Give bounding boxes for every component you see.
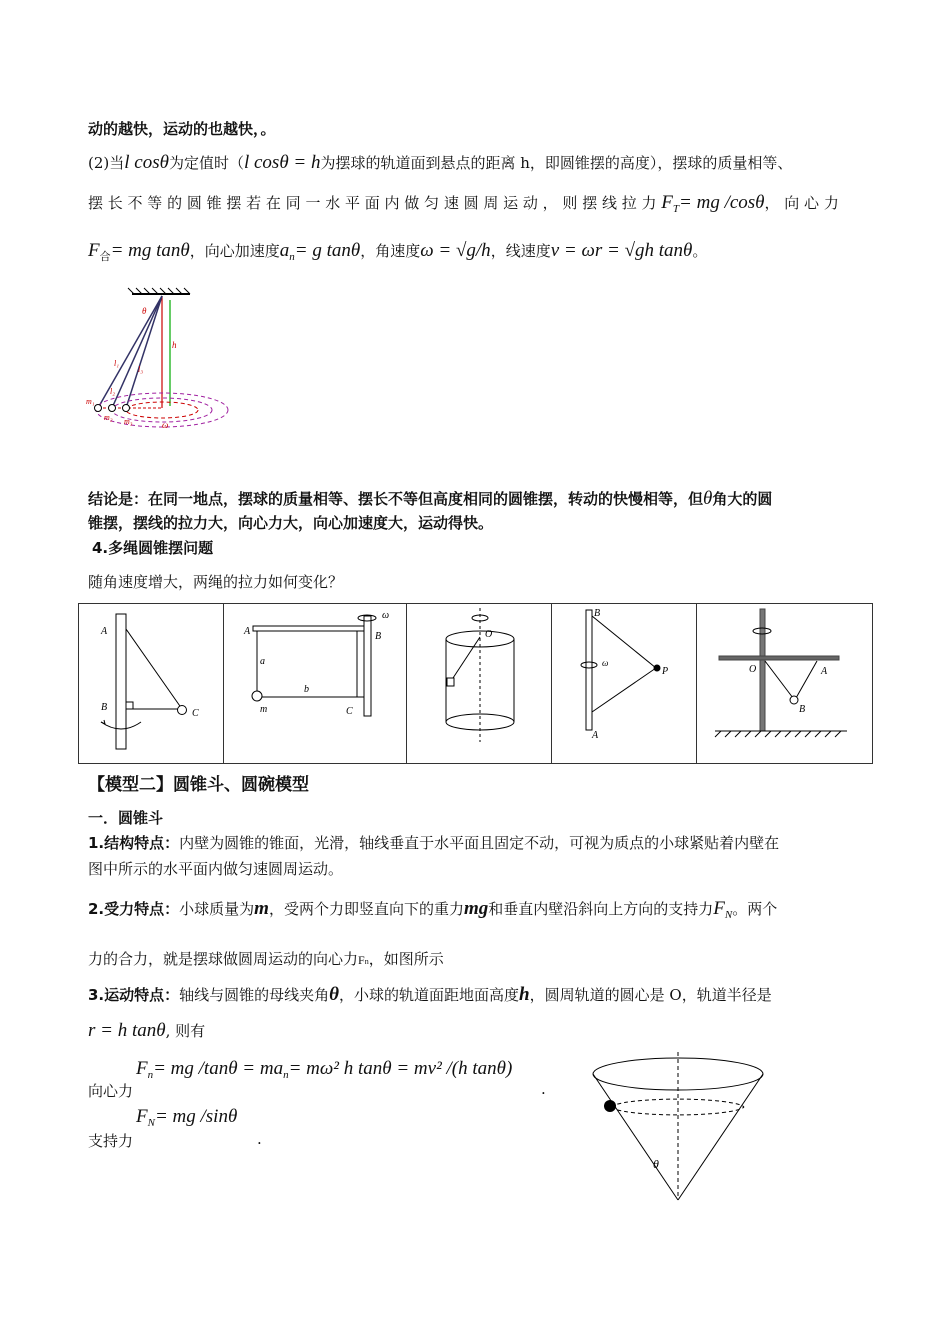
- label-a: a: [260, 656, 265, 667]
- omega-label: ω: [162, 420, 169, 430]
- expr: = mg /cosθ: [679, 192, 765, 213]
- section-heading: 一．圆锥斗: [88, 809, 164, 827]
- r-formula: r = h tanθ: [88, 1020, 166, 1041]
- m: m: [254, 898, 269, 919]
- formula1-label: 向心力: [88, 1082, 134, 1100]
- text: 。两个: [732, 900, 778, 918]
- formula2-label: 支持力: [88, 1132, 134, 1150]
- formula-lcos: l cosθ: [124, 152, 169, 173]
- s1-line1: [88, 832, 779, 853]
- FN: [713, 898, 732, 919]
- text: , 则有: [165, 1022, 206, 1040]
- text: 内壁为圆锥的锥面，光滑，轴线垂直于水平面且固定不动，可视为质点的小球紧贴着内壁在: [179, 834, 780, 852]
- sub: n: [147, 1069, 154, 1081]
- label-b: b: [304, 684, 309, 695]
- sym: F: [136, 1106, 148, 1127]
- expr: = mg tanθ: [110, 240, 190, 261]
- s2-line2: [88, 948, 444, 969]
- m1-label: m₁: [86, 397, 95, 406]
- sym: a: [279, 240, 290, 261]
- text: ，受两个力即竖直向下的重力: [268, 900, 464, 918]
- sym: F: [661, 192, 673, 213]
- conclusion-line1: [88, 488, 772, 510]
- line-conclusion-tail: 动的越快，运动的也越快，。: [88, 120, 276, 138]
- mg: mg: [463, 898, 489, 919]
- theta: θ: [329, 984, 340, 1005]
- formula-centripetal: [136, 1058, 512, 1081]
- expr: = mg /sinθ: [154, 1106, 238, 1127]
- fig-frame: [224, 604, 407, 763]
- label-O: O: [749, 664, 757, 675]
- h: h: [519, 984, 530, 1005]
- model2-heading: 【模型二】圆锥斗、圆碗模型: [88, 775, 309, 795]
- Fn: [358, 953, 369, 967]
- title: 1.结构特点：: [88, 834, 180, 852]
- text: 摆 长 不 等 的 圆 锥 摆 若 在 同 一 水 平 面 内 做 匀 速 圆 周 运 动 ， 则 摆 线 拉 力: [88, 194, 657, 212]
- fig-two-rope-pole: [79, 604, 224, 763]
- l2-label: l₂: [110, 387, 116, 396]
- text: ，线速度: [490, 242, 551, 260]
- formula-support: [136, 1106, 237, 1129]
- conclusion-line2: 锥摆，摆线的拉力大，向心力大，向心加速度大，运动得快。: [88, 514, 494, 532]
- text: ， 向 心 力: [764, 194, 839, 212]
- text: 小球质量为: [179, 900, 255, 918]
- title: 2.受力特点：: [88, 900, 180, 918]
- sym: F: [88, 240, 100, 261]
- label-m: m: [260, 704, 268, 715]
- s3-line2: [88, 1020, 205, 1042]
- text: 轴线与圆锥的母线夹角: [179, 986, 330, 1004]
- figure-table: [78, 603, 873, 764]
- label-A: A: [244, 626, 251, 637]
- fig-cross-bar: [697, 604, 872, 763]
- label-C: C: [346, 706, 353, 717]
- label-B: B: [375, 631, 382, 642]
- label-P: P: [662, 666, 669, 677]
- para2-line2: [88, 192, 839, 215]
- text: 。: [692, 242, 708, 260]
- s3-line1: [88, 984, 772, 1006]
- label-omega: ω: [382, 610, 390, 621]
- label-omega: ω: [602, 658, 609, 668]
- cone-figure: [580, 1050, 780, 1210]
- sub: T: [672, 203, 680, 215]
- table-cell-2: [224, 604, 407, 763]
- fig-cylinder: [407, 604, 552, 763]
- text: (2)当: [88, 154, 125, 172]
- label-A: A: [821, 666, 828, 677]
- table-cell-4: [552, 604, 697, 763]
- l3-label: l₃: [138, 365, 144, 374]
- l1-label: l₁: [114, 359, 120, 368]
- label-B: B: [799, 704, 806, 715]
- formula1-end: .: [541, 1080, 546, 1098]
- question: 随角速度增大，两绳的拉力如何变化？: [88, 573, 344, 591]
- sub: n: [289, 251, 295, 263]
- para2-line3: [88, 240, 707, 264]
- sym: F: [713, 898, 725, 919]
- text: 角大的圆: [712, 490, 773, 508]
- text: ，小球的轨道面距地面高度: [339, 986, 520, 1004]
- theta: θ: [703, 488, 713, 509]
- title: 3.运动特点：: [88, 986, 180, 1004]
- heading-4: 4.多绳圆锥摆问题: [92, 539, 214, 557]
- sub: 合: [99, 251, 111, 263]
- sym: F: [136, 1058, 148, 1079]
- text: ，向心加速度: [189, 242, 280, 260]
- table-cell-3: [407, 604, 552, 763]
- formula-Fhe: [88, 240, 190, 261]
- formula-an: [280, 240, 360, 261]
- formula-FT: [661, 192, 764, 213]
- label-A: A: [101, 626, 108, 637]
- m2-label: m₂: [104, 413, 113, 422]
- text: 为摆球的轨道面到悬点的距离 h，即圆锥摆的高度），摆球的质量相等、: [320, 154, 793, 172]
- conical-pendulum-figure: [82, 286, 232, 436]
- sub: n: [283, 1069, 289, 1081]
- theta-label: θ: [653, 1157, 659, 1171]
- text: 力的合力，就是摆球做圆周运动的向心力: [88, 950, 359, 968]
- m3-label: m₃: [124, 417, 133, 426]
- label-B: B: [101, 702, 108, 713]
- s1-line2: 图中所示的水平面内做匀速圆周运动。: [88, 860, 344, 878]
- text: ，圆周轨道的圆心是 O，轨道半径是: [529, 986, 772, 1004]
- table-cell-5: [697, 604, 872, 763]
- expr: = mω² h tanθ = mv² /(h tanθ): [288, 1058, 513, 1079]
- text: 结论是：在同一地点，摆球的质量相等、摆长不等但高度相同的圆锥摆，转动的快慢相等，但: [88, 490, 704, 508]
- formula2-end: .: [257, 1130, 262, 1148]
- theta-label: θ: [142, 306, 147, 316]
- text: 为定值时（: [168, 154, 244, 172]
- formula-omega: ω = √g/h: [420, 240, 491, 261]
- label-B: B: [594, 608, 601, 619]
- formula-v: v = ωr = √gh tanθ: [550, 240, 693, 261]
- fig-rod-two-ropes: [552, 604, 697, 763]
- h-label: h: [172, 340, 177, 350]
- text: 和垂直内壁沿斜向上方向的支持力: [488, 900, 714, 918]
- label-C: C: [192, 708, 199, 719]
- expr: = mg /tanθ = ma: [153, 1058, 284, 1079]
- table-cell-1: [79, 604, 224, 763]
- expr: = g tanθ: [294, 240, 361, 261]
- label-A: A: [592, 730, 599, 741]
- sym: F: [358, 953, 365, 967]
- s2-line1: [88, 898, 777, 921]
- sub: N: [147, 1117, 155, 1129]
- formula-lcos-h: l cosθ = h: [243, 152, 321, 173]
- text: ，角速度: [360, 242, 421, 260]
- label-O: O: [485, 629, 493, 640]
- para2-line1: [88, 152, 792, 174]
- sub: n: [364, 957, 369, 966]
- sub: N: [724, 909, 733, 921]
- text: ，如图所示: [368, 950, 444, 968]
